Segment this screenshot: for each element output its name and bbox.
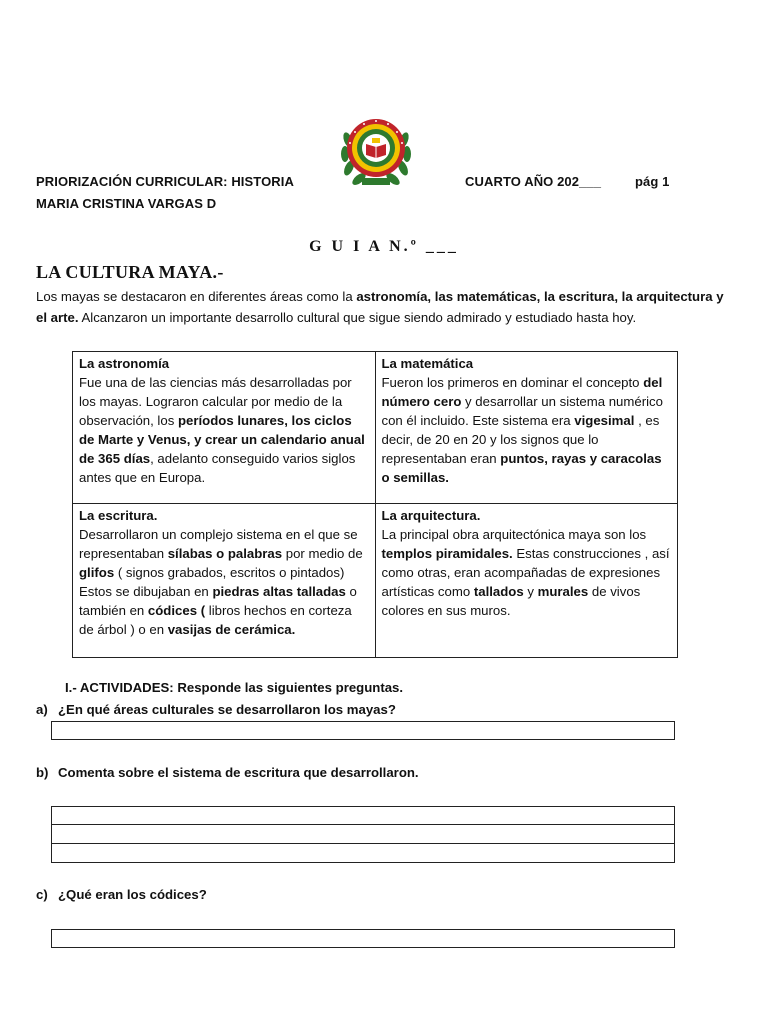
cell-text: Fue una de las ciencias más desarrolladas por los mayas. Lograron calcular por medio de la observación, los <box>79 375 352 428</box>
cell-title-astronomy: La astronomía <box>79 356 170 371</box>
cell-bold: glifos <box>79 565 115 580</box>
cell-text: y desarrollar un sistema numérico con él incluido. Este sistema era <box>381 394 663 428</box>
cell-astronomy <box>73 352 376 504</box>
cell-bold: puntos, rayas y caracolas o semillas. <box>381 451 662 485</box>
question-a-label: a) <box>36 702 48 717</box>
cell-bold: períodos lunares, los ciclos de Marte y Venus, y crear un calendario anual de 365 días <box>79 413 365 466</box>
cell-title-math: La matemática <box>381 356 474 371</box>
cell-bold: tallados <box>473 584 524 599</box>
cell-text: La principal obra arquitectónica maya son los <box>381 527 647 542</box>
cell-text: y <box>523 584 538 599</box>
cell-bold: vasijas de cerámica. <box>167 622 296 637</box>
cell-text: Desarrollaron un complejo sistema en el que se representaban <box>79 527 358 561</box>
answer-box-b-2[interactable] <box>51 824 675 844</box>
cell-title-writing: La escritura. <box>79 508 158 523</box>
subject-label: PRIORIZACIÓN CURRICULAR: HISTORIA <box>36 174 294 189</box>
cell-text: Estas construcciones , así como otras, eran acompañadas de expresiones artísticas como <box>381 546 670 599</box>
cell-text: , adelanto conseguido varios siglos antes que en Europa. <box>79 451 356 485</box>
intro-text-end: Alcanzaron un importante desarrollo cultural que sigue siendo admirado y estudiado hasta hoy. <box>78 310 637 325</box>
cell-text: libros hechos en corteza de árbol ) o en <box>79 603 352 637</box>
question-b: Comenta sobre el sistema de escritura que desarrollaron. <box>58 765 419 780</box>
cell-bold: códices ( <box>147 603 206 618</box>
page-number: pág 1 <box>635 174 670 189</box>
cell-text: , es decir, de 20 en 20 y los signos que lo representaban eran <box>381 413 660 466</box>
intro-bold: astronomía, las matemáticas, la escritura, la arquitectura y el arte. <box>36 289 724 325</box>
cell-text: ( signos grabados, escritos o pintados) Estos se dibujaban en <box>79 565 345 599</box>
cell-title-architecture: La arquitectura. <box>381 508 481 523</box>
cell-bold: del número cero <box>381 375 663 409</box>
cell-text: o también en <box>79 584 357 618</box>
intro-text: Los mayas se destacaron en diferentes áreas como la <box>36 289 357 304</box>
guide-number: G U I A N.º ___ <box>309 238 459 255</box>
answer-box-b-1[interactable] <box>51 806 675 825</box>
question-a: ¿En qué áreas culturales se desarrollaron los mayas? <box>58 702 396 717</box>
cell-bold: sílabas o palabras <box>167 546 283 561</box>
cell-bold: murales <box>537 584 589 599</box>
cell-text: de vivos colores en sus muros. <box>381 584 641 618</box>
culture-table <box>72 351 678 658</box>
question-c: ¿Qué eran los códices? <box>58 887 207 902</box>
cell-bold: vigesimal <box>574 413 635 428</box>
answer-box-a[interactable] <box>51 721 675 740</box>
grade-label: CUARTO AÑO 202___ <box>465 174 602 189</box>
cell-writing <box>73 504 376 658</box>
page-title: LA CULTURA MAYA.- <box>36 262 224 282</box>
cell-bold: piedras altas talladas <box>212 584 346 599</box>
question-b-label: b) <box>36 765 49 780</box>
school-crest-icon <box>338 110 414 190</box>
cell-bold: templos piramidales. <box>381 546 513 561</box>
cell-text: por medio de <box>282 546 363 561</box>
cell-math <box>375 352 678 504</box>
cell-architecture <box>375 504 678 658</box>
answer-box-b-3[interactable] <box>51 843 675 863</box>
activities-heading: I.- ACTIVIDADES: Responde las siguientes preguntas. <box>65 680 404 695</box>
answer-box-c[interactable] <box>51 929 675 948</box>
teacher-name: MARIA CRISTINA VARGAS D <box>36 196 217 211</box>
question-c-label: c) <box>36 887 48 902</box>
cell-text: Fueron los primeros en dominar el concepto <box>381 375 644 390</box>
intro-paragraph <box>36 286 736 328</box>
